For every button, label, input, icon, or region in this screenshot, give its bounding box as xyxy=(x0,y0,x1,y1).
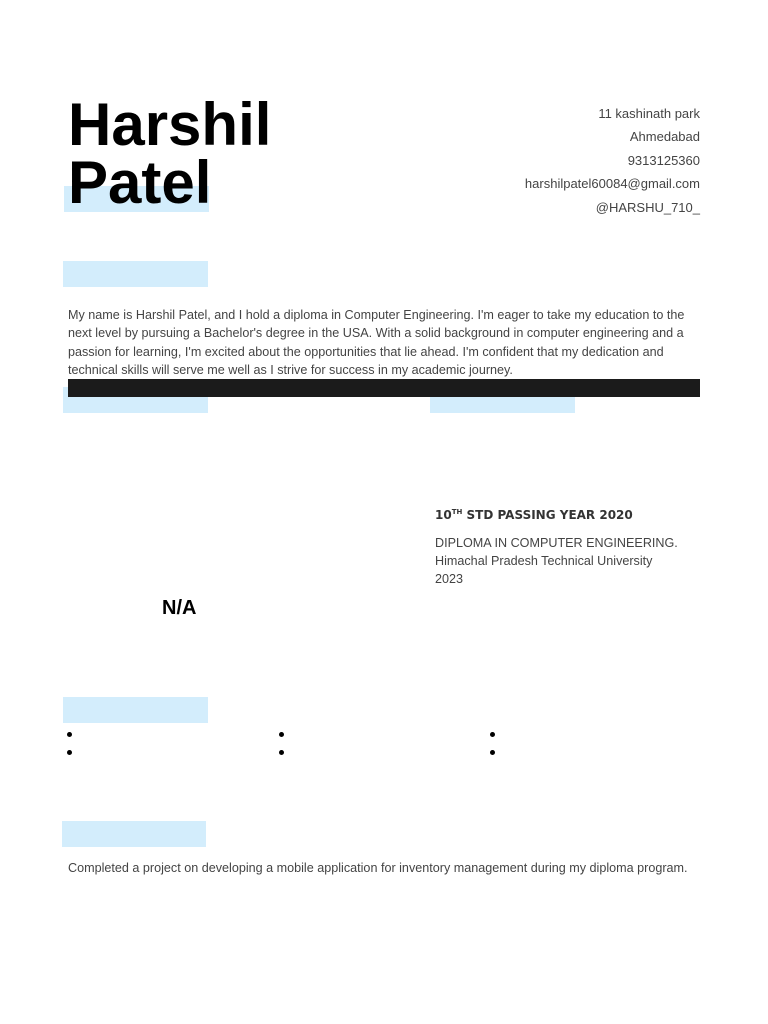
section-heading-block-skills xyxy=(63,697,208,723)
contact-block xyxy=(525,102,700,219)
skills-column-3 xyxy=(490,732,495,768)
contact-city: Ahmedabad xyxy=(629,129,700,145)
bullet-icon xyxy=(490,750,495,755)
section-heading-block-projects xyxy=(62,821,206,847)
skills-column-2 xyxy=(279,732,284,768)
summary-paragraph: My name is Harshil Patel, and I hold a diploma in Computer Engineering. I'm eager to take my education to the next level by pursuing a Bachelor's degree in the USA. With a solid background in computer engineering and a passion for learning, I'm excited about the opportunities that lie ahead. I'm confident that my dedication and technical skills will serve me well as I strive for success in my academic journey. xyxy=(68,308,685,378)
education-heading-prefix: 10 xyxy=(435,508,452,522)
education-heading xyxy=(435,507,633,523)
education-heading-rest: STD PASSING YEAR 2020 xyxy=(462,508,633,522)
contact-email[interactable]: harshilpatel60084@gmail.com xyxy=(524,176,700,192)
education-university: Himachal Pradesh Technical University xyxy=(435,554,653,568)
name-first: Harshil xyxy=(68,91,272,158)
education-year: 2023 xyxy=(435,572,464,586)
bullet-icon xyxy=(67,732,72,737)
bullet-icon xyxy=(67,750,72,755)
bullet-icon xyxy=(279,750,284,755)
skills-column-1 xyxy=(67,732,72,768)
name-last: Patel xyxy=(68,149,212,216)
contact-address: 11 kashinath park xyxy=(598,106,700,121)
contact-phone: 9313125360 xyxy=(627,152,700,168)
section-heading-block-profile xyxy=(63,261,208,287)
bullet-icon xyxy=(279,732,284,737)
experience-value: N/A xyxy=(162,597,197,619)
education-diploma: DIPLOMA IN COMPUTER ENGINEERING. xyxy=(435,536,678,550)
project-description: Completed a project on developing a mobile application for inventory management during my diploma program. xyxy=(68,861,688,875)
bullet-icon xyxy=(490,732,495,737)
contact-handle: @HARSHU_710_ xyxy=(595,199,700,215)
education-details xyxy=(435,534,678,588)
redaction-bar xyxy=(68,379,700,397)
education-heading-sup: TH xyxy=(451,508,463,516)
